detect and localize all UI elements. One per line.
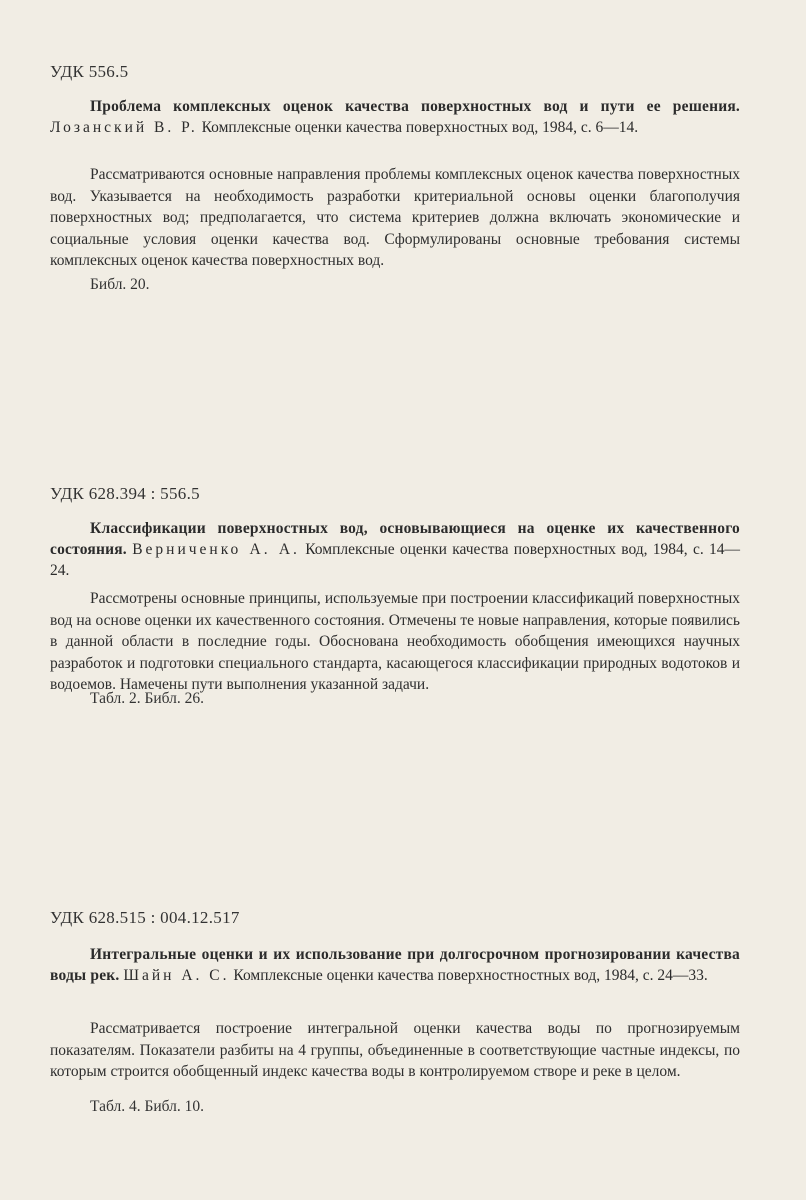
entry-abstract: Рассматриваются основные направления проблемы комплексных оценок качества поверхностных вод. Указывается на необходимость разработки критериальной основы оценки благополучия поверхностных вод; предполагается, что система критериев должна включать экономические и социальные условия оценки качества вод. Сформулированы основные требования системы комплексных оценок качества поверхностных вод. (50, 166, 740, 269)
entry-heading (50, 518, 740, 581)
udk-code: УДК 556.5 (50, 62, 129, 81)
entry-heading (50, 944, 740, 986)
entry-title: Интегральные оценки и их использование при долгосрочном прогнозировании качества воды рек. (50, 946, 740, 984)
entry-author: Шайн А. С. (123, 967, 230, 984)
entry-biblio: Табл. 2. Библ. 26. (90, 690, 205, 707)
entry-title: Проблема комплексных оценок качества поверхностных вод и пути ее решения. (90, 98, 740, 115)
entry-title: Классификации поверхностных вод, основывающиеся на оценке их качественного состояния. (50, 520, 740, 558)
entry-abstract: Рассмотрены основные принципы, используемые при построении классификаций поверхностных вод на основе оценки их качественного состояния. Отмечены те новые направления, которые появились в данной области в последние годы. Обоснована необходимость обобщения имеющихся научных разработок и подготовки специального стандарта, касающегося классификации природных водотоков и водоемов. Намечены пути выполнения указанной задачи. (50, 590, 740, 693)
entry-source: Комплексные оценки качества поверхностностных вод, 1984, с. 24—33. (233, 967, 708, 984)
udk-code: УДК 628.515 : 004.12.517 (50, 908, 240, 927)
entry-biblio: Библ. 20. (90, 276, 150, 293)
entry-heading (50, 96, 740, 138)
entry-author: Верниченко А. А. (132, 541, 300, 558)
entry-source: Комплексные оценки качества поверхностных вод, 1984, с. 6—14. (201, 119, 639, 136)
entry-abstract: Рассматривается построение интегральной оценки качества воды по прогнозируемым показателям. Показатели разбиты на 4 группы, объединенные в соответствующие частные индексы, по которым строится обобщенный индекс качества воды в контролируемом створе и реке в целом. (50, 1020, 740, 1080)
entry-source: Комплексные оценки качества поверхностных вод, 1984, с. 14—24. (50, 541, 741, 579)
udk-code: УДК 628.394 : 556.5 (50, 484, 200, 503)
entry-author: Лозанский В. Р. (50, 119, 198, 136)
entry-biblio: Табл. 4. Библ. 10. (90, 1098, 205, 1115)
